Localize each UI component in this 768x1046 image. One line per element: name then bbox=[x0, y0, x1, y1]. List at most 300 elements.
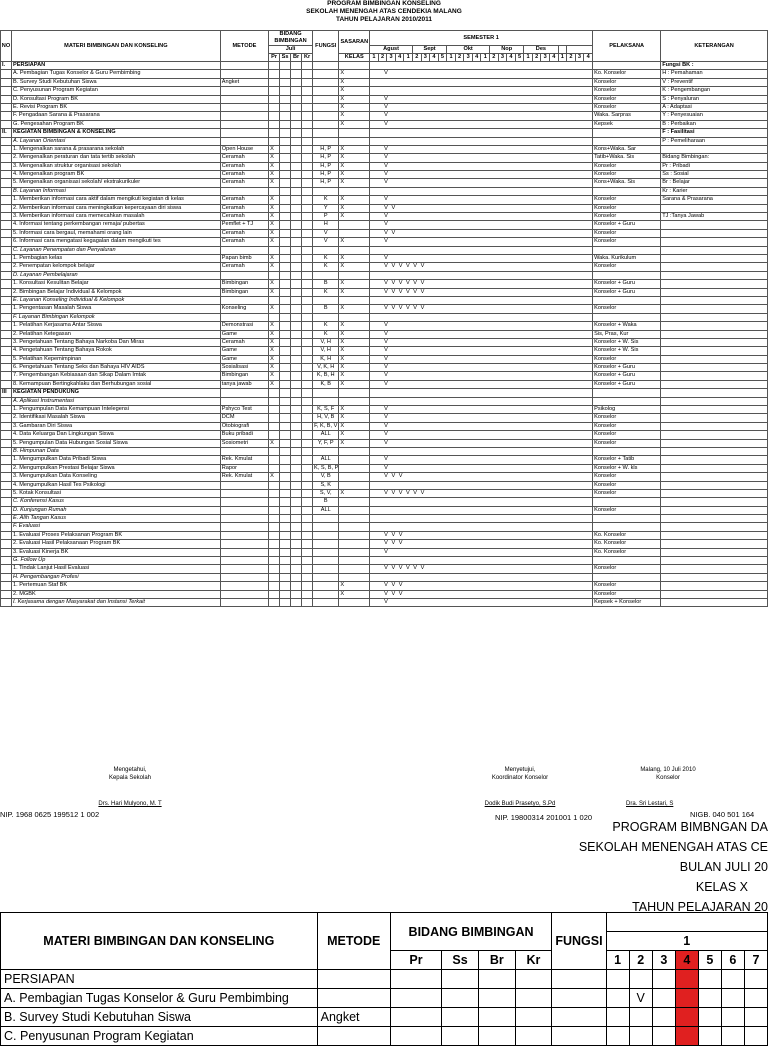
row-bidang-pr: X bbox=[269, 254, 280, 262]
program-row bbox=[1, 431, 768, 439]
row-metode: Pshyco Test bbox=[220, 406, 268, 414]
row-sasaran bbox=[339, 296, 370, 304]
row-no bbox=[1, 296, 12, 304]
row-schedule: V bbox=[370, 406, 593, 414]
row-schedule bbox=[370, 447, 593, 455]
program-row bbox=[1, 112, 768, 120]
row-bidang-ss bbox=[280, 145, 291, 153]
row-schedule: V bbox=[370, 548, 593, 556]
row-no bbox=[1, 187, 12, 195]
program-row bbox=[1, 464, 768, 472]
program-row bbox=[1, 515, 768, 523]
row-no bbox=[1, 481, 12, 489]
row-bidang-br bbox=[291, 397, 302, 405]
header-line-1: PROGRAM BIMBINGAN KONSELING bbox=[327, 0, 441, 7]
row-no bbox=[1, 414, 12, 422]
page2-title-4: KELAS X bbox=[695, 880, 748, 894]
row-bidang-ss bbox=[280, 456, 291, 464]
row-bidang-br bbox=[291, 87, 302, 95]
row-keterangan bbox=[661, 515, 768, 523]
row-bidang-kr bbox=[302, 246, 313, 254]
row-bidang-ss bbox=[280, 305, 291, 313]
week-1-3: 3 bbox=[421, 54, 430, 62]
row-bidang-ss bbox=[280, 573, 291, 581]
row-fungsi bbox=[313, 87, 339, 95]
row-bidang-kr bbox=[302, 187, 313, 195]
row-keterangan: Sarana & Prasarana bbox=[661, 196, 768, 204]
row-bidang-pr bbox=[269, 187, 280, 195]
row-fungsi bbox=[313, 531, 339, 539]
p2-day-2: 3 bbox=[652, 951, 675, 970]
row-schedule: V bbox=[370, 456, 593, 464]
row-fungsi: K bbox=[313, 288, 339, 296]
row-fungsi bbox=[313, 120, 339, 128]
row-bidang-ss bbox=[280, 154, 291, 162]
row-metode: Ceramah bbox=[220, 338, 268, 346]
row-fungsi bbox=[313, 565, 339, 573]
program-row bbox=[1, 196, 768, 204]
row-bidang-pr bbox=[269, 548, 280, 556]
row-metode bbox=[220, 506, 268, 514]
row-bidang-br bbox=[291, 515, 302, 523]
row-pelaksana: Konselor + Guru bbox=[593, 288, 661, 296]
row-bidang-pr bbox=[269, 506, 280, 514]
row-bidang-pr bbox=[269, 456, 280, 464]
row-schedule bbox=[370, 62, 593, 70]
row-bidang-pr bbox=[269, 431, 280, 439]
row-sasaran bbox=[339, 599, 370, 607]
row-bidang-pr: X bbox=[269, 145, 280, 153]
row-bidang-br bbox=[291, 129, 302, 137]
row-pelaksana: Konselor bbox=[593, 229, 661, 237]
row-schedule: V bbox=[370, 422, 593, 430]
row-metode bbox=[220, 599, 268, 607]
row-metode: Buku pribadi bbox=[220, 431, 268, 439]
row-no bbox=[1, 87, 12, 95]
row-bidang-br bbox=[291, 481, 302, 489]
row-fungsi: K bbox=[313, 322, 339, 330]
row-bidang-pr: X bbox=[269, 372, 280, 380]
week-3-3: 3 bbox=[498, 54, 507, 62]
row-bidang-br bbox=[291, 540, 302, 548]
row-no bbox=[1, 162, 12, 170]
row-fungsi: S, V, bbox=[313, 489, 339, 497]
row-materi: 5. Pelatihan Kepemimpinan bbox=[11, 355, 220, 363]
row-materi: PERSIAPAN bbox=[11, 62, 220, 70]
row-pelaksana: Konselor bbox=[593, 422, 661, 430]
row-bidang-br bbox=[291, 573, 302, 581]
row-schedule: V bbox=[370, 372, 593, 380]
row-pelaksana: Konselor bbox=[593, 582, 661, 590]
row-bidang-pr: X bbox=[269, 154, 280, 162]
row-no bbox=[1, 103, 12, 111]
week-5-2: 2 bbox=[567, 54, 576, 62]
row-bidang-kr bbox=[302, 431, 313, 439]
row-bidang-br bbox=[291, 599, 302, 607]
week-0-3: 3 bbox=[387, 54, 396, 62]
row-fungsi: K bbox=[313, 254, 339, 262]
row-fungsi: F, K, B, V bbox=[314, 422, 338, 429]
page2-title-3: BULAN JULI 20 bbox=[679, 860, 768, 874]
row-bidang-ss bbox=[280, 565, 291, 573]
row-schedule bbox=[370, 313, 593, 321]
row-materi: 5. Mengenalkan organisasi sekolah/ ekstrakurikuler bbox=[11, 179, 220, 187]
row-schedule bbox=[370, 573, 593, 581]
row-bidang-ss bbox=[280, 313, 291, 321]
row-metode bbox=[220, 447, 268, 455]
row-metode: Open House bbox=[220, 145, 268, 153]
row-materi: 2. Mengumpulkan Prestasi Belajar Siswa bbox=[11, 464, 220, 472]
row-bidang-br bbox=[291, 355, 302, 363]
row-fungsi: P bbox=[313, 213, 339, 221]
row-bidang-kr bbox=[302, 389, 313, 397]
row-sasaran: X bbox=[339, 95, 370, 103]
row-schedule: V V V V V V bbox=[370, 263, 593, 271]
row-bidang-br bbox=[291, 196, 302, 204]
row-no bbox=[1, 254, 12, 262]
row-materi: B. Layanan Informasi bbox=[11, 187, 220, 195]
row-keterangan: V : Preventif bbox=[661, 78, 768, 86]
row-metode bbox=[220, 582, 268, 590]
row-bidang-pr bbox=[269, 120, 280, 128]
program-row bbox=[1, 397, 768, 405]
row-sasaran: X bbox=[339, 145, 370, 153]
row-bidang-pr: X bbox=[269, 196, 280, 204]
row-bidang-kr bbox=[302, 506, 313, 514]
row-bidang-pr bbox=[269, 137, 280, 145]
row-no bbox=[1, 355, 12, 363]
row-schedule: V bbox=[370, 254, 593, 262]
row-pelaksana bbox=[593, 296, 661, 304]
row-pelaksana: Ko. Konselor bbox=[593, 540, 661, 548]
row-bidang-kr bbox=[302, 464, 313, 472]
row-schedule bbox=[370, 87, 593, 95]
program-row bbox=[1, 129, 768, 137]
row-bidang-pr bbox=[269, 582, 280, 590]
row-bidang-ss bbox=[280, 213, 291, 221]
row-sasaran: X bbox=[339, 380, 370, 388]
row-keterangan bbox=[661, 271, 768, 279]
row-metode bbox=[220, 271, 268, 279]
row-bidang-br bbox=[291, 238, 302, 246]
row-no bbox=[1, 447, 12, 455]
program-row bbox=[1, 557, 768, 565]
row-keterangan: Y : Penyesuaian bbox=[661, 112, 768, 120]
row-fungsi: Y, F, P bbox=[313, 439, 339, 447]
row-pelaksana bbox=[593, 62, 661, 70]
row-materi: 2. Pelatihan Ketegasan bbox=[11, 330, 220, 338]
row-materi: 1. Pengumpulan Data Kemampuan Intelegensi bbox=[11, 406, 220, 414]
row-bidang-br bbox=[291, 431, 302, 439]
row-bidang-kr bbox=[302, 196, 313, 204]
row-bidang-ss bbox=[280, 481, 291, 489]
row-bidang-kr bbox=[302, 120, 313, 128]
row-sasaran bbox=[339, 229, 370, 237]
row-no bbox=[1, 347, 12, 355]
row-keterangan bbox=[661, 380, 768, 388]
row-schedule: V V V bbox=[370, 531, 593, 539]
row-bidang-br bbox=[291, 95, 302, 103]
row-keterangan bbox=[661, 246, 768, 254]
row-keterangan: S : Penyaluran bbox=[661, 95, 768, 103]
row-metode bbox=[220, 397, 268, 405]
program-row bbox=[1, 414, 768, 422]
row-keterangan: K : Pengembangan bbox=[661, 87, 768, 95]
row-sasaran: X bbox=[339, 582, 370, 590]
row-materi: 2. Evaluasi Hasil Pelaksanaan Program BK bbox=[11, 540, 220, 548]
row-schedule: V V V V V V bbox=[370, 280, 593, 288]
row-keterangan: P : Pemeliharaan bbox=[661, 137, 768, 145]
row-no bbox=[1, 271, 12, 279]
week-4-4: 4 bbox=[549, 54, 558, 62]
row-fungsi bbox=[313, 523, 339, 531]
row-bidang-kr bbox=[302, 515, 313, 523]
row-materi: E. Revisi Program BK bbox=[11, 103, 220, 111]
program-row bbox=[1, 489, 768, 497]
row-bidang-br bbox=[291, 62, 302, 70]
row-bidang-pr bbox=[269, 271, 280, 279]
row-bidang-pr bbox=[269, 78, 280, 86]
row-pelaksana: Konselor bbox=[593, 204, 661, 212]
row-metode: Ceramah bbox=[220, 238, 268, 246]
row-pelaksana: Konselor bbox=[593, 506, 661, 514]
header-line-2: SEKOLAH MENENGAH ATAS CENDEKIA MALANG bbox=[306, 8, 462, 15]
row-materi: 8. Kemampuan Bertingkahlaku dan Berhubungan sosial bbox=[11, 380, 220, 388]
p2-row-b-no: B. bbox=[4, 1010, 16, 1024]
row-fungsi: K, B, H bbox=[313, 372, 339, 380]
row-no bbox=[1, 599, 12, 607]
row-materi: 1. Mengenalkan sarana & prasarana sekolah bbox=[11, 145, 220, 153]
row-bidang-pr bbox=[269, 590, 280, 598]
row-bidang-kr bbox=[302, 296, 313, 304]
row-bidang-br bbox=[291, 179, 302, 187]
row-materi: 1. Pengentasan Masalah Siswa bbox=[11, 305, 220, 313]
row-bidang-ss bbox=[280, 87, 291, 95]
row-sasaran: X bbox=[339, 120, 370, 128]
row-schedule: V bbox=[370, 238, 593, 246]
row-schedule: V bbox=[370, 103, 593, 111]
row-keterangan bbox=[661, 330, 768, 338]
week-4-2: 2 bbox=[532, 54, 541, 62]
row-bidang-ss bbox=[280, 95, 291, 103]
row-metode: Demonstrasi bbox=[220, 322, 268, 330]
row-bidang-kr bbox=[302, 406, 313, 414]
row-sasaran bbox=[339, 221, 370, 229]
row-schedule: V bbox=[370, 154, 593, 162]
row-schedule: V bbox=[370, 162, 593, 170]
row-no bbox=[1, 179, 12, 187]
row-schedule: V V V V V V bbox=[370, 288, 593, 296]
row-bidang-br bbox=[291, 380, 302, 388]
row-bidang-pr bbox=[269, 95, 280, 103]
row-keterangan bbox=[661, 389, 768, 397]
bidang-col-1: Ss bbox=[280, 54, 291, 62]
p2-col-blank bbox=[606, 913, 767, 932]
row-sasaran: X bbox=[339, 414, 370, 422]
row-fungsi bbox=[313, 313, 339, 321]
row-pelaksana: Kons+Waka. Sar bbox=[593, 145, 661, 153]
row-schedule: V bbox=[370, 70, 593, 78]
row-pelaksana: Konselor bbox=[593, 87, 661, 95]
row-keterangan bbox=[661, 221, 768, 229]
row-sasaran: X bbox=[339, 280, 370, 288]
row-sasaran: X bbox=[339, 112, 370, 120]
row-metode bbox=[220, 557, 268, 565]
row-bidang-kr bbox=[302, 456, 313, 464]
row-bidang-ss bbox=[280, 103, 291, 111]
row-bidang-kr bbox=[302, 271, 313, 279]
month-0: Juli bbox=[269, 46, 313, 54]
col-no: NO bbox=[1, 31, 12, 62]
row-bidang-kr bbox=[302, 238, 313, 246]
row-bidang-ss bbox=[280, 590, 291, 598]
week-0-1: 1 bbox=[370, 54, 379, 62]
row-schedule: V V V V V V bbox=[370, 305, 593, 313]
row-bidang-pr: X bbox=[269, 213, 280, 221]
p2-day-6: 7 bbox=[744, 951, 767, 970]
row-no bbox=[1, 154, 12, 162]
row-schedule: V bbox=[370, 95, 593, 103]
row-bidang-ss bbox=[280, 246, 291, 254]
row-schedule: V bbox=[370, 120, 593, 128]
row-bidang-ss bbox=[280, 380, 291, 388]
row-fungsi: H, P bbox=[313, 171, 339, 179]
week-1-2: 2 bbox=[412, 54, 421, 62]
row-bidang-br bbox=[291, 70, 302, 78]
row-schedule: V bbox=[370, 414, 593, 422]
row-pelaksana: Sis, Pras, Kur bbox=[593, 330, 661, 338]
row-bidang-br bbox=[291, 246, 302, 254]
row-materi: 3. Evaluasi Kinerja BK bbox=[11, 548, 220, 556]
program-row bbox=[1, 422, 768, 430]
page2-table bbox=[0, 912, 768, 1046]
row-sasaran bbox=[339, 523, 370, 531]
row-no bbox=[1, 238, 12, 246]
row-bidang-pr: X bbox=[269, 364, 280, 372]
row-sasaran: X bbox=[339, 338, 370, 346]
week-3-5: 5 bbox=[515, 54, 524, 62]
row-schedule bbox=[370, 498, 593, 506]
row-pelaksana bbox=[593, 397, 661, 405]
row-bidang-br bbox=[291, 582, 302, 590]
row-keterangan bbox=[661, 582, 768, 590]
row-bidang-kr bbox=[302, 447, 313, 455]
row-materi: KEGIATAN BIMBINGAN & KONSELING bbox=[11, 129, 220, 137]
row-pelaksana: Konselor + Guru bbox=[593, 372, 661, 380]
signature-right bbox=[608, 766, 728, 808]
row-pelaksana: Konselor + Tatib bbox=[593, 456, 661, 464]
row-fungsi bbox=[313, 389, 339, 397]
row-no bbox=[1, 120, 12, 128]
row-bidang-pr bbox=[269, 540, 280, 548]
p2-row-b-metode: Angket bbox=[317, 1008, 390, 1027]
week-0-4: 4 bbox=[395, 54, 404, 62]
row-sasaran: X bbox=[339, 322, 370, 330]
program-row bbox=[1, 380, 768, 388]
p2-day-1: 2 bbox=[629, 951, 652, 970]
row-bidang-br bbox=[291, 154, 302, 162]
row-no bbox=[1, 582, 12, 590]
row-metode bbox=[220, 296, 268, 304]
row-keterangan bbox=[661, 254, 768, 262]
row-sasaran bbox=[339, 531, 370, 539]
row-bidang-kr bbox=[302, 582, 313, 590]
row-pelaksana bbox=[593, 129, 661, 137]
row-no bbox=[1, 380, 12, 388]
row-bidang-kr bbox=[302, 573, 313, 581]
row-metode bbox=[220, 103, 268, 111]
row-bidang-br bbox=[291, 322, 302, 330]
row-fungsi bbox=[313, 62, 339, 70]
row-sasaran: X bbox=[339, 422, 370, 430]
row-bidang-ss bbox=[280, 347, 291, 355]
row-bidang-kr bbox=[302, 523, 313, 531]
row-bidang-pr bbox=[269, 406, 280, 414]
row-keterangan bbox=[661, 565, 768, 573]
row-keterangan bbox=[661, 557, 768, 565]
row-schedule: V V V bbox=[370, 473, 593, 481]
header-line-3: TAHUN PELAJARAN 2010/2011 bbox=[336, 16, 432, 23]
row-fungsi: ALL bbox=[313, 456, 339, 464]
row-pelaksana: Konselor bbox=[593, 238, 661, 246]
program-row bbox=[1, 582, 768, 590]
row-no bbox=[1, 95, 12, 103]
row-metode: Ceramah bbox=[220, 263, 268, 271]
row-fungsi: V, B bbox=[313, 473, 339, 481]
row-metode bbox=[220, 540, 268, 548]
program-row bbox=[1, 330, 768, 338]
row-bidang-pr: X bbox=[269, 179, 280, 187]
row-bidang-br bbox=[291, 464, 302, 472]
row-schedule: V bbox=[370, 330, 593, 338]
row-metode bbox=[220, 137, 268, 145]
row-bidang-ss bbox=[280, 523, 291, 531]
p2-day-5: 6 bbox=[721, 951, 744, 970]
col-fungsi: FUNGSI bbox=[313, 31, 339, 62]
row-metode bbox=[220, 573, 268, 581]
row-fungsi bbox=[313, 548, 339, 556]
row-materi: C. Konferensi Kasus bbox=[11, 498, 220, 506]
program-row bbox=[1, 238, 768, 246]
row-pelaksana bbox=[593, 271, 661, 279]
row-bidang-ss bbox=[280, 531, 291, 539]
row-sasaran: X bbox=[339, 364, 370, 372]
row-pelaksana: Tatib+Waka. Sis bbox=[593, 154, 661, 162]
row-bidang-kr bbox=[302, 548, 313, 556]
row-bidang-pr: X bbox=[269, 355, 280, 363]
row-metode: Pemflet + TJ bbox=[220, 221, 268, 229]
row-bidang-br bbox=[291, 145, 302, 153]
row-pelaksana bbox=[593, 246, 661, 254]
row-bidang-pr bbox=[269, 397, 280, 405]
row-bidang-kr bbox=[302, 62, 313, 70]
program-row bbox=[1, 288, 768, 296]
row-no bbox=[1, 288, 12, 296]
row-fungsi bbox=[313, 599, 339, 607]
row-no bbox=[1, 573, 12, 581]
row-no bbox=[1, 406, 12, 414]
row-no bbox=[1, 489, 12, 497]
row-fungsi bbox=[313, 187, 339, 195]
row-materi: 4. Data Keluarga Dan Lingkungan Siswa bbox=[11, 431, 220, 439]
col-keterangan: KETERANGAN bbox=[661, 31, 768, 62]
row-no bbox=[1, 531, 12, 539]
row-bidang-ss bbox=[280, 515, 291, 523]
row-bidang-ss bbox=[280, 221, 291, 229]
row-bidang-br bbox=[291, 288, 302, 296]
row-metode: Angket bbox=[220, 78, 268, 86]
row-no bbox=[1, 112, 12, 120]
